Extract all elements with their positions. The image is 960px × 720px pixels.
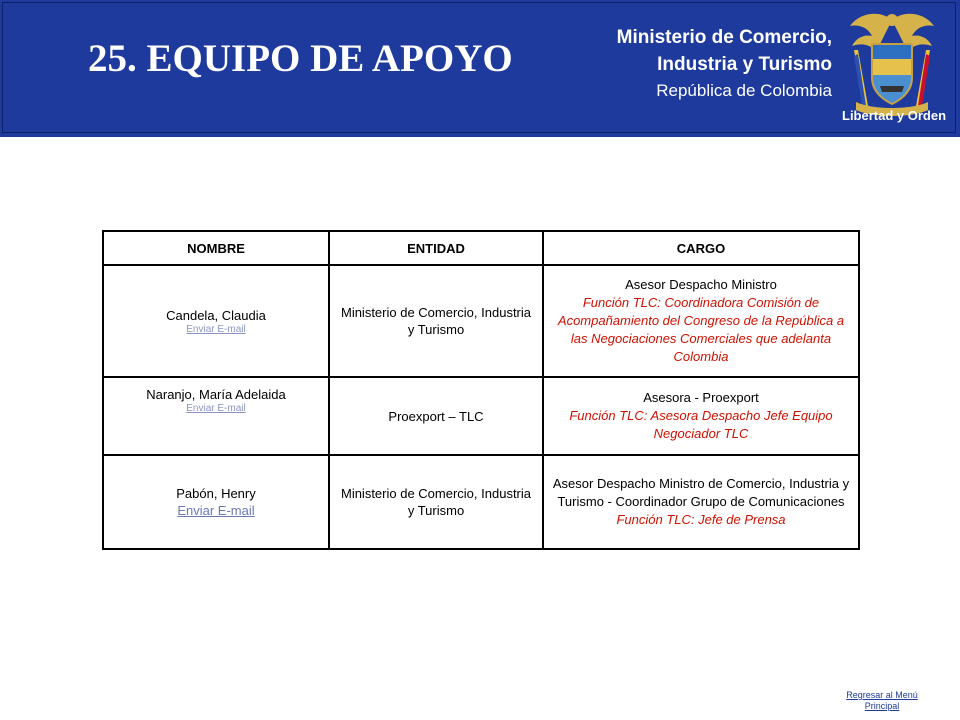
send-email-link[interactable]: Enviar E-mail xyxy=(186,403,246,414)
role-title: Asesor Despacho Ministro de Comercio, Industria y Turismo - Coordinador Grupo de Comunicaciones xyxy=(552,476,850,509)
send-email-link[interactable]: Enviar E-mail xyxy=(177,503,255,518)
ministry-name xyxy=(617,24,832,104)
role-title: Asesor Despacho Ministro xyxy=(625,277,777,292)
tlc-function: Función TLC: Asesora Despacho Jefe Equipo Negociador TLC xyxy=(569,408,833,441)
ministry-line-2: Industria y Turismo xyxy=(657,54,832,75)
role-cell xyxy=(543,265,859,377)
person-name: Candela, Claudia xyxy=(166,307,266,323)
column-header-name: NOMBRE xyxy=(103,231,329,265)
table-row xyxy=(103,377,859,455)
header-banner xyxy=(0,0,960,137)
person-name: Pabón, Henry xyxy=(176,486,256,501)
tlc-function: Función TLC: Coordinadora Comisión de Acompañamiento del Congreso de la República a las Negociaciones Comerciales que adelanta Colombia xyxy=(557,295,845,364)
person-name: Naranjo, María Adelaida xyxy=(146,387,286,402)
role-cell xyxy=(543,377,859,455)
name-cell xyxy=(103,377,329,455)
role-title: Asesora - Proexport xyxy=(643,390,759,405)
tlc-function: Función TLC: Jefe de Prensa xyxy=(616,512,786,527)
role-cell xyxy=(543,455,859,549)
name-cell xyxy=(103,455,329,549)
name-cell xyxy=(103,265,329,377)
column-header-entity: ENTIDAD xyxy=(329,231,543,265)
send-email-link[interactable]: Enviar E-mail xyxy=(186,323,246,335)
table-row xyxy=(103,455,859,549)
ministry-line-1: Ministerio de Comercio, xyxy=(616,27,832,48)
column-header-role: CARGO xyxy=(543,231,859,265)
back-to-main-menu-link[interactable]: Regresar al Menú Principal xyxy=(846,690,918,711)
entity-cell: Ministerio de Comercio, Industria y Turismo xyxy=(329,455,543,549)
table-row xyxy=(103,265,859,377)
table-header-row xyxy=(103,231,859,265)
entity-cell: Ministerio de Comercio, Industria y Turismo xyxy=(329,265,543,377)
support-team-table xyxy=(102,230,860,550)
page-title: 25. EQUIPO DE APOYO xyxy=(88,37,513,80)
entity-cell: Proexport – TLC xyxy=(329,377,543,455)
ministry-line-3: República de Colombia xyxy=(656,81,832,100)
crest-motto: Libertad y Orden xyxy=(842,108,947,123)
